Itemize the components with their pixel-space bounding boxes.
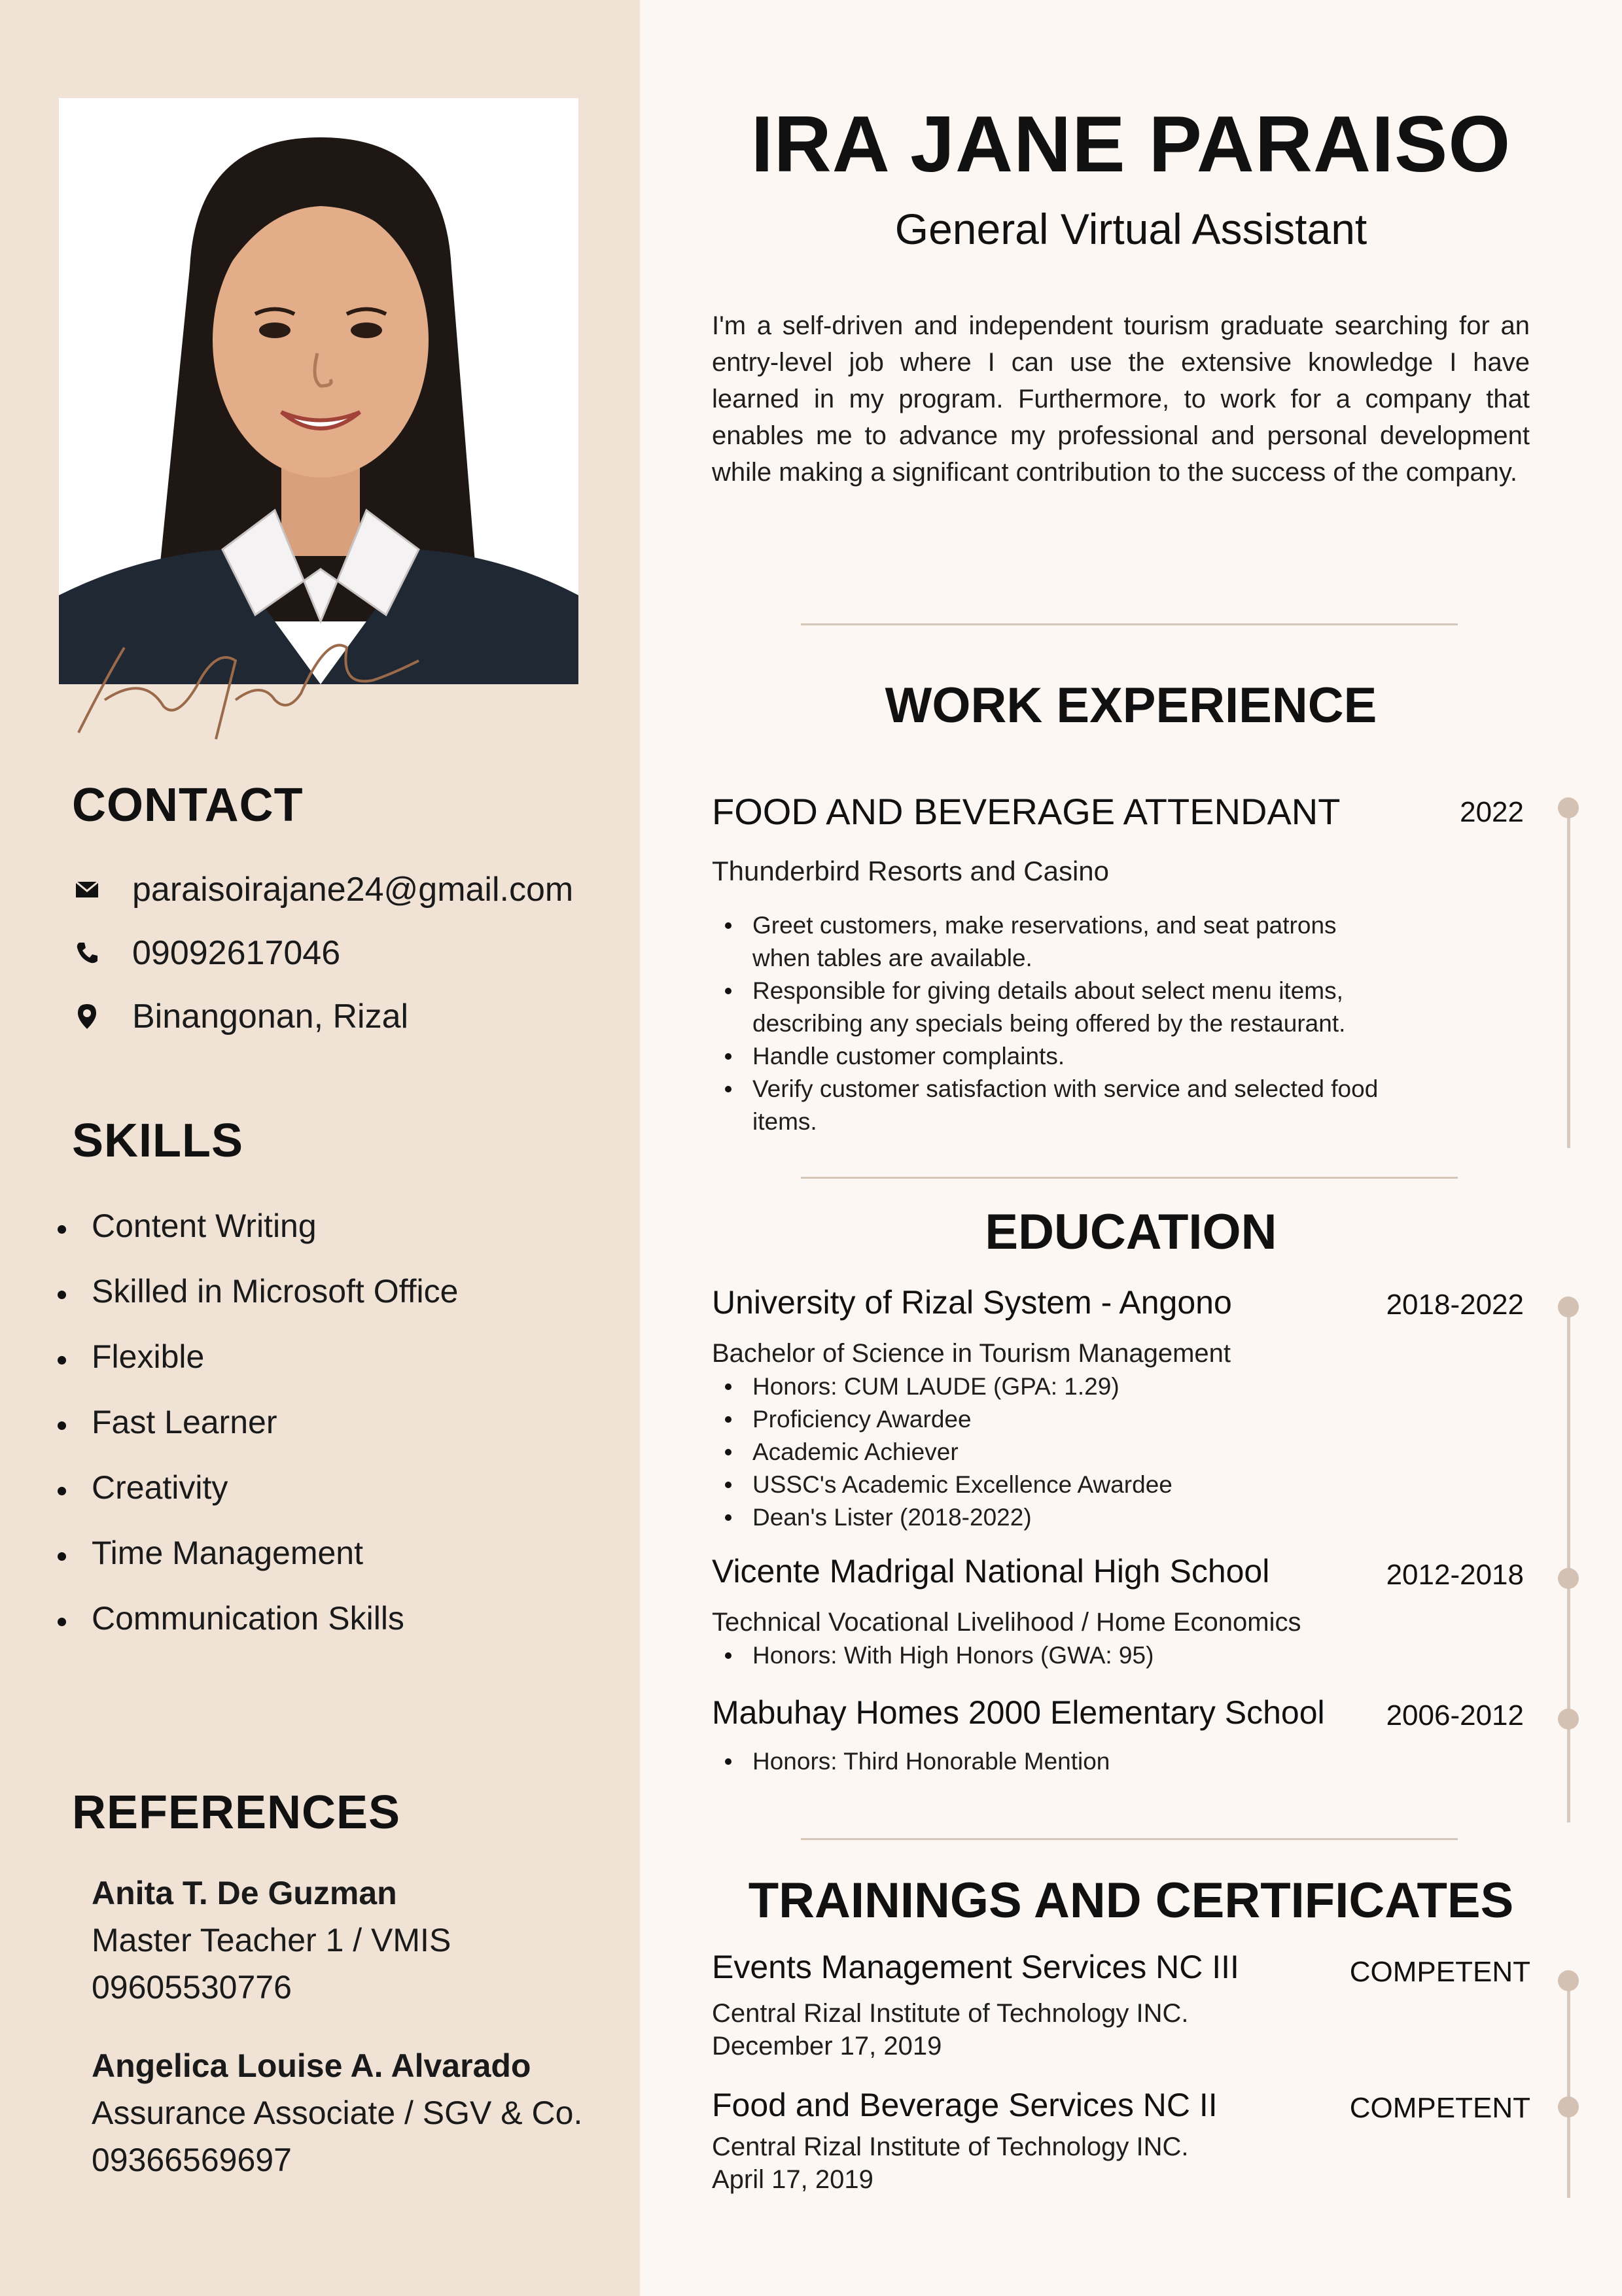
honor-item: Proficiency Awardee bbox=[752, 1403, 972, 1436]
duty-item: Verify customer satisfaction with service and selected food bbox=[752, 1073, 1378, 1105]
training-status: COMPETENT bbox=[1349, 1956, 1530, 1988]
duty-item-cont: items. bbox=[752, 1108, 817, 1135]
skill-item: Fast Learner bbox=[92, 1404, 277, 1440]
divider bbox=[801, 1177, 1458, 1179]
school-years: 2006-2012 bbox=[1386, 1699, 1524, 1731]
duty-item: Responsible for giving details about select menu items, bbox=[752, 975, 1343, 1007]
envelope-icon bbox=[72, 875, 102, 905]
skill-item: Flexible bbox=[92, 1338, 205, 1375]
reference-position: Master Teacher 1 / VMIS bbox=[92, 1922, 451, 1958]
email-text[interactable]: paraisoirajane24@gmail.com bbox=[132, 871, 574, 909]
timeline-line bbox=[1567, 1982, 1570, 2198]
duty-item: Greet customers, make reservations, and seat patrons bbox=[752, 909, 1337, 942]
job-year: 2022 bbox=[1460, 796, 1524, 828]
training-date: April 17, 2019 bbox=[712, 2165, 873, 2194]
contact-heading: CONTACT bbox=[72, 779, 304, 831]
contact-phone[interactable] bbox=[72, 927, 340, 979]
reference-name: Anita T. De Guzman bbox=[92, 1875, 397, 1911]
training-status: COMPETENT bbox=[1349, 2092, 1530, 2124]
reference-name: Angelica Louise A. Alvarado bbox=[92, 2047, 531, 2084]
skills-heading: SKILLS bbox=[72, 1115, 244, 1167]
job-company: Thunderbird Resorts and Casino bbox=[712, 856, 1109, 886]
skill-item: Skilled in Microsoft Office bbox=[92, 1273, 459, 1310]
phone-icon bbox=[72, 938, 102, 968]
job-role: General Virtual Assistant bbox=[894, 205, 1367, 253]
timeline-line bbox=[1567, 808, 1570, 1148]
contact-location bbox=[72, 990, 408, 1043]
reference-position: Assurance Associate / SGV & Co. bbox=[92, 2095, 583, 2131]
timeline-dot bbox=[1558, 1296, 1579, 1317]
trainings-heading: TRAININGS AND CERTIFICATES bbox=[748, 1873, 1514, 1928]
honor-item: Honors: With High Honors (GWA: 95) bbox=[752, 1639, 1154, 1672]
skill-item: Communication Skills bbox=[92, 1600, 404, 1637]
training-name: Events Management Services NC III bbox=[712, 1949, 1239, 1985]
school-program: Technical Vocational Livelihood / Home Economics bbox=[712, 1608, 1301, 1637]
honor-item: Dean's Lister (2018-2022) bbox=[752, 1501, 1032, 1534]
reference-item bbox=[92, 2042, 582, 2183]
timeline-line bbox=[1567, 1306, 1570, 1822]
location-text: Binangonan, Rizal bbox=[132, 998, 409, 1035]
school-years: 2018-2022 bbox=[1386, 1289, 1524, 1321]
reference-phone: 09605530776 bbox=[92, 1969, 292, 2006]
reference-phone: 09366569697 bbox=[92, 2142, 292, 2178]
skill-item: Time Management bbox=[92, 1535, 363, 1571]
skill-item: Content Writing bbox=[92, 1208, 317, 1244]
timeline-dot bbox=[1558, 1709, 1579, 1730]
training-institution: Central Rizal Institute of Technology INC. bbox=[712, 2132, 1189, 2161]
school-years: 2012-2018 bbox=[1386, 1559, 1524, 1591]
school-program: Bachelor of Science in Tourism Management bbox=[712, 1339, 1231, 1368]
duty-item-cont: when tables are available. bbox=[752, 945, 1032, 971]
timeline-dot bbox=[1558, 1970, 1579, 1991]
school-name: Mabuhay Homes 2000 Elementary School bbox=[712, 1694, 1325, 1731]
school-name: Vicente Madrigal National High School bbox=[712, 1553, 1270, 1590]
duty-item-cont: describing any specials being offered by the restaurant. bbox=[752, 1010, 1346, 1037]
duty-item: Handle customer complaints. bbox=[752, 1040, 1065, 1073]
summary-text: I'm a self-driven and independent tourism graduate searching for an entry-level job where I can use the extensive knowledge I have learned in my program. Furthermore, to work for a company that enables me to advance my professional and personal development while making a significant contribution to the success of the company. bbox=[712, 311, 1530, 487]
training-institution: Central Rizal Institute of Technology INC. bbox=[712, 1999, 1189, 2028]
training-name: Food and Beverage Services NC II bbox=[712, 2087, 1218, 2123]
profile-photo bbox=[59, 98, 578, 684]
location-pin-icon bbox=[72, 1001, 102, 1032]
left-panel bbox=[0, 0, 640, 2296]
portrait-image bbox=[59, 98, 578, 684]
timeline-dot bbox=[1558, 1568, 1579, 1589]
full-name: IRA JANE PARAISO bbox=[750, 99, 1511, 188]
right-panel bbox=[640, 0, 1622, 2296]
education-heading: EDUCATION bbox=[985, 1204, 1277, 1260]
references-heading: REFERENCES bbox=[72, 1786, 401, 1839]
honor-item: Honors: Third Honorable Mention bbox=[752, 1745, 1110, 1778]
honor-item: USSC's Academic Excellence Awardee bbox=[752, 1469, 1172, 1501]
divider bbox=[801, 1838, 1458, 1840]
school-name: University of Rizal System - Angono bbox=[712, 1284, 1232, 1321]
signature bbox=[65, 621, 432, 752]
divider bbox=[801, 623, 1458, 625]
job-position: FOOD AND BEVERAGE ATTENDANT bbox=[712, 791, 1341, 832]
work-heading: WORK EXPERIENCE bbox=[885, 678, 1377, 733]
timeline-dot bbox=[1558, 797, 1579, 818]
training-date: December 17, 2019 bbox=[712, 2032, 942, 2061]
honor-item: Academic Achiever bbox=[752, 1436, 959, 1469]
reference-item bbox=[92, 1870, 451, 2011]
timeline-dot bbox=[1558, 2096, 1579, 2117]
honor-item: Honors: CUM LAUDE (GPA: 1.29) bbox=[752, 1370, 1120, 1403]
phone-text[interactable]: 09092617046 bbox=[132, 934, 341, 972]
contact-email[interactable] bbox=[72, 863, 573, 916]
skill-item: Creativity bbox=[92, 1469, 228, 1506]
